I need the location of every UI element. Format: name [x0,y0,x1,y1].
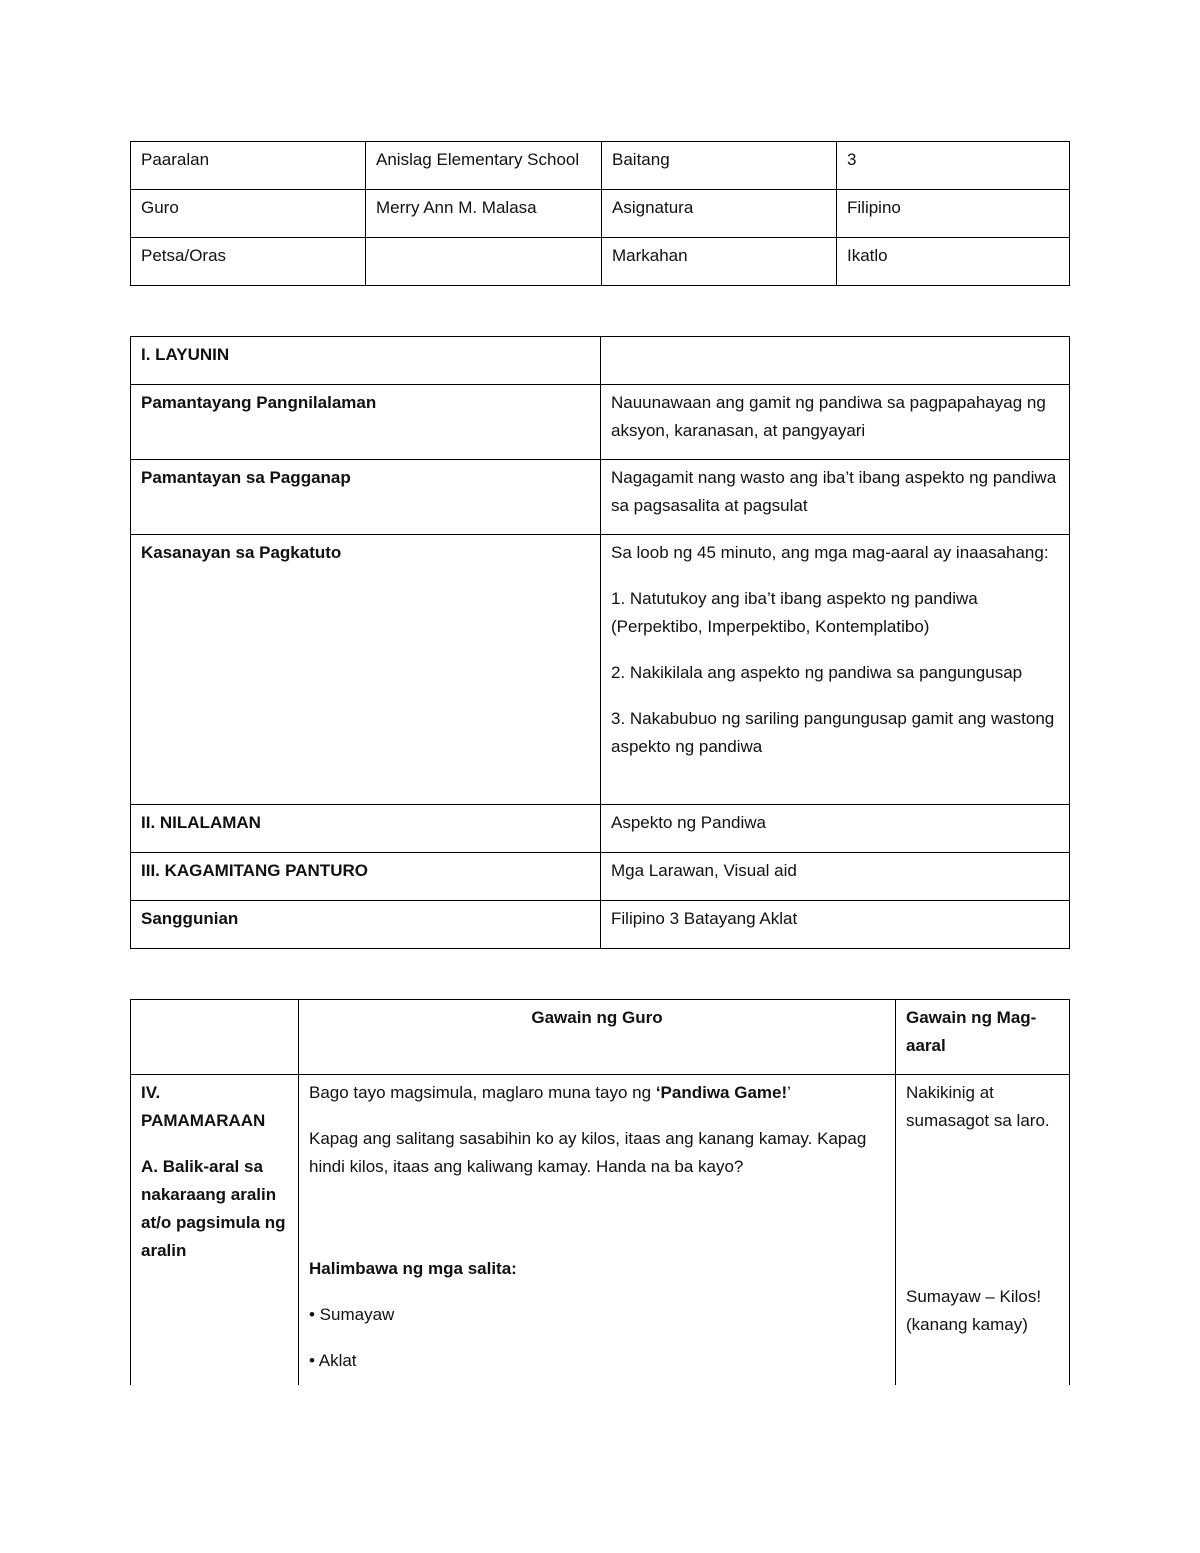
section-subtitle: A. Balik-aral sa nakaraang aralin at/o pagsimula ng aralin [141,1157,286,1260]
table-cell [601,337,1070,385]
kasanayan-label: Kasanayan sa Pagkatuto [131,535,601,805]
student-response: Nakikinig at sumasagot sa laro. [906,1083,1050,1130]
table-cell: Petsa/Oras [131,238,366,286]
nilalaman-value: Aspekto ng Pandiwa [601,805,1070,853]
kagamitan-label: III. KAGAMITANG PANTURO [131,853,601,901]
table-row [131,337,1070,385]
pangnilalaman-label: Pamantayang Pangnilalaman [131,385,601,460]
list-item: 3. Nakabubuo ng sariling pangungusap gamit ang wastong aspekto ng pandiwa [611,709,1055,756]
table-row [131,901,1070,949]
list-item: 1. Natutukoy ang iba’t ibang aspekto ng pandiwa (Perpektibo, Imperpektibo, Kontemplatibo) [611,589,978,636]
section-title: IV. PAMAMARAAN [141,1083,266,1130]
table-row [131,385,1070,460]
student-example: Sumayaw – Kilos! (kanang kamay) [906,1287,1042,1334]
table-cell: Markahan [602,238,837,286]
instructions-text: Kapag ang salitang sasabihin ko ay kilos, itaas ang kanang kamay. Kapag hindi kilos, itaas ang kaliwang kamay. Handa na ba kayo? [309,1129,867,1176]
kasanayan-intro: Sa loob ng 45 minuto, ang mga mag-aaral ay inaasahang: [611,543,1049,562]
pagganap-value: Nagagamit nang wasto ang iba’t ibang aspekto ng pandiwa sa pagsasalita at pagsulat [601,460,1070,535]
table-row [131,142,1070,190]
intro-prefix: Bago tayo magsimula, maglaro muna tayo ng [309,1083,656,1102]
table-cell: Ikatlo [837,238,1070,286]
school-info-table [130,141,1070,286]
table-cell: Paaralan [131,142,366,190]
kagamitan-value: Mga Larawan, Visual aid [601,853,1070,901]
table-cell: Merry Ann M. Malasa [366,190,602,238]
table-cell: Filipino [837,190,1070,238]
col-header-magaaral: Gawain ng Mag-aaral [896,1000,1070,1075]
col-header-guro: Gawain ng Guro [299,1000,896,1075]
list-item: • Sumayaw [309,1305,395,1324]
list-item: 2. Nakikilala ang aspekto ng pandiwa sa pangungusap [611,663,1023,682]
table-row [131,1075,1070,1386]
table-row [131,535,1070,805]
table-row [131,238,1070,286]
nilalaman-label: II. NILALAMAN [131,805,601,853]
intro-suffix: ’ [787,1083,791,1102]
list-item: • Aklat [309,1351,357,1370]
table-row [131,1000,1070,1075]
student-activity-cell [896,1075,1070,1386]
teacher-activity-cell [299,1075,896,1386]
table-cell [131,1000,299,1075]
table-cell: Baitang [602,142,837,190]
table-cell: Asignatura [602,190,837,238]
table-cell: Anislag Elementary School [366,142,602,190]
procedure-section-cell [131,1075,299,1386]
table-row [131,460,1070,535]
table-cell: 3 [837,142,1070,190]
table-row [131,805,1070,853]
pangnilalaman-value: Nauunawaan ang gamit ng pandiwa sa pagpapahayag ng aksyon, karanasan, at pangyayari [601,385,1070,460]
table-row [131,190,1070,238]
pagganap-label: Pamantayan sa Pagganap [131,460,601,535]
table-cell: Guro [131,190,366,238]
table-cell [366,238,602,286]
procedure-table [130,999,1070,1385]
examples-heading: Halimbawa ng mga salita: [309,1259,517,1278]
sanggunian-value: Filipino 3 Batayang Aklat [601,901,1070,949]
kasanayan-value [601,535,1070,805]
layunin-heading: I. LAYUNIN [131,337,601,385]
objectives-table [130,336,1070,949]
intro-text [309,1079,885,1107]
game-name: ‘Pandiwa Game! [655,1083,788,1102]
table-row [131,853,1070,901]
sanggunian-label: Sanggunian [131,901,601,949]
